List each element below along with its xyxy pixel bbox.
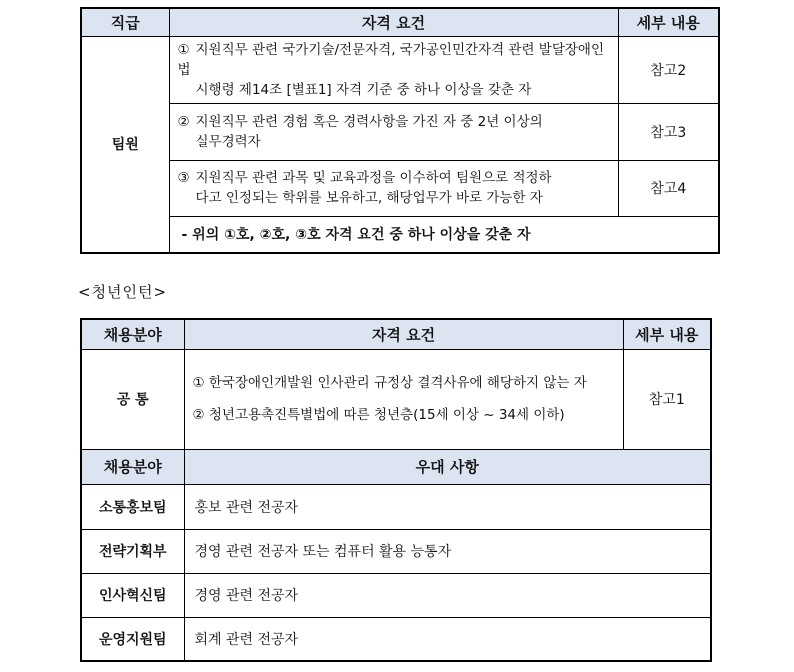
header-qualification: 자격 요건 [184,319,623,349]
preference-cell: 회계 관련 전공자 [184,617,711,661]
team-member-qualification-table [80,7,720,254]
common-label: 공 통 [81,349,184,449]
header-field: 채용분야 [81,319,184,349]
detail-cell: 참고2 [618,36,719,103]
header-detail: 세부 내용 [623,319,711,349]
preference-cell: 홍보 관련 전공자 [184,484,711,529]
youth-intern-table [80,318,712,662]
header-preference: 우대 사항 [184,449,711,484]
header-detail: 세부 내용 [618,8,719,36]
rank-cell: 팀원 [81,36,169,253]
list-item: ② 청년고용촉진특별법에 따른 청년층(15세 이상 ~ 34세 이하) [192,407,565,423]
common-qualification-list [184,349,623,449]
team-cell: 전략기획부 [81,529,184,573]
qualification-row: ③ 지원직무 관련 과목 및 교육과정을 이수하여 팀원으로 적정하 다고 인정되는 학위를 보유하고, 해당업무가 바로 가능한 자 [169,160,618,216]
section-title-youth-intern: <청년인턴> [78,283,168,301]
detail-cell: 참고1 [623,349,711,449]
team-cell: 인사혁신팀 [81,573,184,617]
list-item: ① 한국장애인개발원 인사관리 규정상 결격사유에 해당하지 않는 자 [192,375,587,391]
summary-row: - 위의 ①호, ②호, ③호 자격 요건 중 하나 이상을 갖춘 자 [169,216,719,253]
preference-cell: 경영 관련 전공자 또는 컴퓨터 활용 능통자 [184,529,711,573]
preference-cell: 경영 관련 전공자 [184,573,711,617]
header-field: 채용분야 [81,449,184,484]
header-rank: 직급 [81,8,169,36]
qualification-row: ① 지원직무 관련 국가기술/전문자격, 국가공인민간자격 관련 발달장애인법 시행령 제14조 [별표1] 자격 기준 중 하나 이상을 갖춘 자 [169,36,618,103]
detail-cell: 참고3 [618,103,719,160]
team-cell: 운영지원팀 [81,617,184,661]
header-qualification: 자격 요건 [169,8,618,36]
team-cell: 소통홍보팀 [81,484,184,529]
detail-cell: 참고4 [618,160,719,216]
qualification-row: ② 지원직무 관련 경험 혹은 경력사항을 가진 자 중 2년 이상의 실무경력자 [169,103,618,160]
